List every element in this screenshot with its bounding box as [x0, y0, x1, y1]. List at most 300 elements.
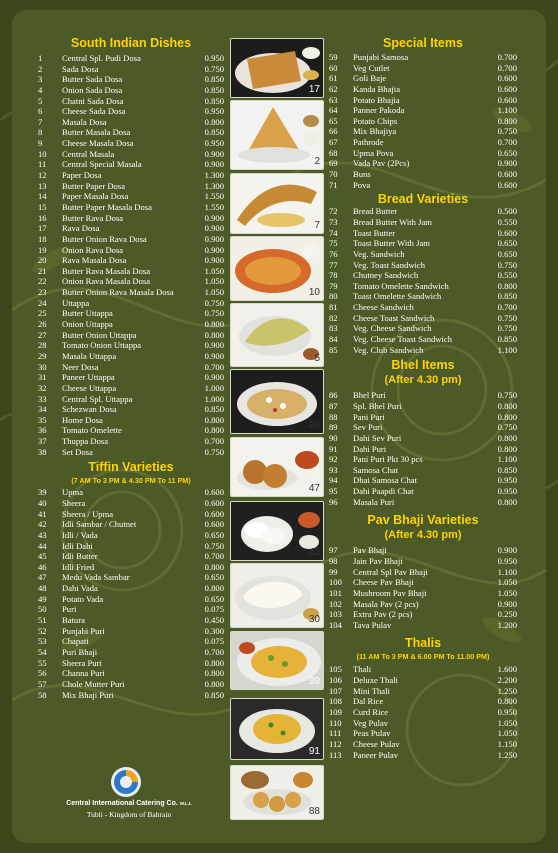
menu-item-row [329, 390, 517, 401]
item-number: 79 [329, 280, 338, 291]
food-photo-central-masala [230, 236, 324, 301]
item-name: Masala Uttappa [62, 350, 117, 361]
menu-item-row [38, 255, 224, 266]
menu-item-row [329, 444, 517, 455]
item-price: 0.950 [204, 53, 224, 63]
menu-item-row [329, 556, 517, 567]
item-price: 0.700 [204, 436, 224, 447]
item-number: 36 [38, 425, 47, 436]
item-price: 0.600 [204, 519, 224, 530]
item-number: 24 [38, 297, 47, 308]
item-name: Pathrode [353, 137, 384, 148]
item-name: Mix Bhaji Puri [62, 689, 114, 700]
item-number: 86 [329, 390, 338, 401]
item-price: 0.700 [497, 137, 517, 148]
item-price: 1.100 [497, 566, 517, 577]
menu-item-row [38, 372, 224, 383]
item-name: Bread Butter With Jam [353, 216, 432, 227]
item-number: 30 [38, 361, 47, 372]
item-name: Sada Dosa [62, 63, 99, 74]
item-price: 0.750 [204, 308, 224, 319]
item-name: Butter Masala Dosa [62, 127, 131, 138]
menu-item-row [329, 228, 517, 239]
item-name: Cheese Sandwich [353, 302, 414, 313]
food-photo-sada-dosa [230, 100, 324, 170]
menu-item-row [38, 298, 224, 309]
item-price: 0.550 [497, 270, 517, 281]
item-name: Upma Pova [353, 147, 394, 158]
item-price: 0.900 [204, 340, 224, 351]
item-name: Mushroom Pav Bhaji [353, 587, 427, 598]
south-indian-heading: South Indian Dishes [70, 36, 192, 50]
menu-item-row [38, 319, 224, 330]
item-price: 1.050 [204, 276, 224, 287]
photo-number: 88 [308, 806, 320, 817]
item-name: Veg Cutlet [353, 62, 390, 73]
item-name: Masala Dosa [62, 116, 107, 127]
item-price: 0.900 [204, 244, 224, 255]
item-number: 107 [329, 685, 342, 696]
item-number: 45 [38, 551, 47, 562]
item-price: 1.050 [204, 287, 224, 298]
item-price: 0.750 [204, 540, 224, 551]
item-name: Kanda Bhajia [353, 83, 401, 94]
item-name: Veg. Toast Sandwich [353, 259, 426, 270]
item-number: 112 [329, 738, 342, 749]
item-number: 84 [329, 334, 338, 345]
item-name: Chutney Sandwich [353, 270, 419, 281]
menu-item-row [38, 213, 224, 224]
item-name: Veg. Club Sandwich [353, 344, 424, 355]
item-number: 77 [329, 259, 338, 270]
item-name: Idli Sambar / Chutnet [62, 519, 137, 530]
item-price: 0.950 [497, 555, 517, 566]
menu-item-row [329, 675, 517, 686]
item-number: 78 [329, 270, 338, 281]
menu-item-row [329, 217, 517, 228]
item-number: 82 [329, 312, 338, 323]
menu-item-row [38, 509, 224, 520]
company-name [54, 800, 204, 807]
menu-item-row [38, 690, 224, 701]
item-price: 1.100 [497, 344, 517, 355]
tiffin-list [38, 487, 224, 700]
item-number: 20 [38, 255, 47, 266]
menu-item-row [38, 276, 224, 287]
menu-item-row [329, 545, 517, 556]
item-name: Punjabi Puri [62, 625, 105, 636]
menu-item-row [38, 202, 224, 213]
menu-item-row [329, 707, 517, 718]
menu-item-row [38, 415, 224, 426]
item-number: 106 [329, 675, 342, 686]
item-name: Onion Sada Dosa [62, 84, 123, 95]
item-name: Chapati [62, 636, 89, 647]
item-number: 74 [329, 227, 338, 238]
item-price: 0.700 [204, 361, 224, 372]
item-number: 40 [38, 497, 47, 508]
food-photo-neer-dosa [230, 563, 324, 628]
item-number: 7 [38, 116, 43, 127]
item-number: 37 [38, 436, 47, 447]
menu-item-row [38, 191, 224, 202]
pav-bhaji-hours: (After 4.30 pm) [384, 529, 462, 542]
item-price: 0.850 [204, 74, 224, 85]
menu-item-row [38, 308, 224, 319]
item-number: 25 [38, 308, 47, 319]
item-name: Mini Thali [353, 685, 390, 696]
item-number: 90 [329, 432, 338, 443]
south-indian-list [38, 53, 224, 457]
item-name: Masala Pav (2 pcs) [353, 598, 419, 609]
menu-item-row [38, 138, 224, 149]
item-name: Idli Fried [62, 561, 95, 572]
menu-item-row [329, 302, 517, 313]
item-number: 10 [38, 148, 47, 159]
item-number: 27 [38, 329, 47, 340]
item-number: 46 [38, 561, 47, 572]
item-price: 0.800 [497, 400, 517, 411]
menu-item-row [38, 181, 224, 192]
item-number: 76 [329, 248, 338, 259]
item-number: 38 [38, 446, 47, 457]
menu-item-row [329, 412, 517, 423]
item-name: Curd Rice [353, 707, 389, 718]
item-price: 1.300 [204, 180, 224, 191]
menu-item-row [38, 425, 224, 436]
item-name: Sheera [62, 497, 86, 508]
photo-number: 91 [308, 746, 320, 757]
item-price: 1.050 [497, 717, 517, 728]
item-name: Cheese Toast Sandwich [353, 312, 435, 323]
item-price: 0.800 [204, 657, 224, 668]
special-items-list [329, 52, 517, 190]
menu-item-row [38, 383, 224, 394]
item-price: 0.800 [204, 678, 224, 689]
item-number: 55 [38, 657, 47, 668]
item-name: Tava Pulav [353, 619, 392, 630]
item-price: 0.800 [497, 411, 517, 422]
menu-item-row [329, 137, 517, 148]
item-price: 0.600 [204, 508, 224, 519]
item-price: 0.250 [497, 609, 517, 620]
food-photo-masala-dosa [230, 173, 324, 234]
item-price: 1.000 [204, 382, 224, 393]
item-price: 0.750 [497, 126, 517, 137]
item-price: 0.900 [204, 212, 224, 223]
item-number: 93 [329, 464, 338, 475]
menu-item-row [329, 422, 517, 433]
item-name: Dahi Sev Puri [353, 432, 402, 443]
item-name: Set Dosa [62, 446, 93, 457]
item-number: 54 [38, 646, 47, 657]
item-price: 0.600 [497, 73, 517, 84]
menu-item-row [38, 287, 224, 298]
menu-item-row [329, 497, 517, 508]
item-number: 75 [329, 238, 338, 249]
photo-number: 47 [308, 483, 320, 494]
item-number: 58 [38, 689, 47, 700]
item-price: 0.850 [204, 84, 224, 95]
item-price: 1.300 [204, 170, 224, 181]
item-name: Sheera / Upma [62, 508, 114, 519]
item-price: 0.650 [204, 593, 224, 604]
menu-item-row [329, 739, 517, 750]
item-number: 22 [38, 276, 47, 287]
item-number: 56 [38, 668, 47, 679]
item-number: 28 [38, 340, 47, 351]
item-name: Paneer Uttappa [62, 372, 115, 383]
item-name: Butter Sada Dosa [62, 74, 123, 85]
item-price: 0.850 [204, 127, 224, 138]
item-name: Punjabi Samosa [353, 52, 409, 62]
menu-item-row [329, 475, 517, 486]
item-number: 14 [38, 191, 47, 202]
menu-item-row [38, 447, 224, 458]
menu-item-row [329, 63, 517, 74]
food-photo-masala-puri [230, 698, 324, 760]
item-number: 62 [329, 83, 338, 94]
item-number: 67 [329, 137, 338, 148]
item-number: 71 [329, 179, 338, 190]
item-number: 103 [329, 609, 342, 620]
item-price: 0.950 [497, 475, 517, 486]
item-price: 0.750 [204, 446, 224, 457]
item-name: Butter Onion Rava Dosa [62, 233, 147, 244]
item-price: 0.750 [204, 63, 224, 74]
item-name: Tomato Omelette [62, 425, 122, 436]
item-name: Dahi Vada [62, 583, 98, 594]
item-price: 0.800 [204, 583, 224, 594]
item-price: 0.850 [497, 464, 517, 475]
item-name: Butter Onion Uttappa [62, 329, 137, 340]
item-price: 0.450 [204, 615, 224, 626]
item-price: 0.850 [497, 291, 517, 302]
menu-item-row [38, 594, 224, 605]
item-name: Dhai Samosa Chat [353, 475, 417, 486]
item-name: Paper Dosa [62, 170, 102, 181]
item-name: Dal Rice [353, 696, 384, 707]
item-name: Puri Bhaji [62, 646, 98, 657]
left-column [38, 36, 224, 700]
menu-item-row [38, 679, 224, 690]
item-name: Chatni Sada Dosa [62, 95, 124, 106]
item-number: 60 [329, 62, 338, 73]
right-column [329, 36, 517, 760]
food-photo-idli-sambar [230, 501, 324, 561]
item-name: Onion Rava Masala Dosa [62, 276, 151, 287]
item-name: Butter Onion Rava Masala Dosa [62, 287, 174, 298]
menu-item-row [329, 345, 517, 356]
company-location: Tubli - Kingdom of Bahrain [86, 810, 172, 819]
item-number: 101 [329, 587, 342, 598]
item-name: Panner Pakoda [353, 105, 405, 116]
menu-item-row [329, 249, 517, 260]
item-price: 0.900 [204, 148, 224, 159]
photo-number: 5 [314, 353, 320, 364]
item-name: Dahi Paapdi Chat [353, 486, 414, 497]
item-number: 61 [329, 73, 338, 84]
item-price: 0.800 [204, 425, 224, 436]
item-name: Batura [62, 615, 85, 626]
menu-item-row [329, 84, 517, 95]
item-name: Buns [353, 169, 371, 180]
menu-item-row [329, 465, 517, 476]
menu-item-row [38, 117, 224, 128]
item-price: 0.650 [204, 529, 224, 540]
company-logo [110, 766, 142, 798]
item-number: 64 [329, 105, 338, 116]
item-price: 0.900 [204, 255, 224, 266]
item-name: Dahi Puri [353, 443, 387, 454]
food-photo-onion-sada-dosa [230, 303, 324, 367]
menu-item-row [329, 238, 517, 249]
item-price: 0.700 [204, 646, 224, 657]
item-name: Onion Rava Dosa [62, 244, 124, 255]
bhel-list [329, 390, 517, 507]
item-name: Samosa Chat [353, 464, 399, 475]
menu-item-row [38, 159, 224, 170]
item-price: 0.900 [204, 350, 224, 361]
menu-item-row [329, 718, 517, 729]
item-name: Potato Chips [353, 115, 398, 126]
item-number: 69 [329, 158, 338, 169]
item-number: 63 [329, 94, 338, 105]
item-name: Cheese Pulav [353, 738, 400, 749]
item-price: 1.150 [497, 738, 517, 749]
photo-number: 2 [314, 156, 320, 167]
photo-number: 89 [308, 676, 320, 687]
item-name: Schezwan Dosa [62, 404, 117, 415]
item-price: 0.300 [204, 625, 224, 636]
item-price: 0.600 [497, 83, 517, 94]
item-number: 99 [329, 566, 338, 577]
item-number: 5 [38, 95, 43, 106]
item-number: 96 [329, 496, 338, 507]
menu-item-row [38, 572, 224, 583]
item-name: Toast Butter [353, 227, 396, 238]
item-price: 0.700 [204, 551, 224, 562]
menu-item-row [38, 541, 224, 552]
item-price: 0.600 [497, 169, 517, 180]
menu-item-row [38, 636, 224, 647]
menu-item-row [38, 604, 224, 615]
item-number: 72 [329, 206, 338, 217]
item-number: 70 [329, 169, 338, 180]
item-price: 0.600 [497, 227, 517, 238]
item-name: Cheese Masala Dosa [62, 138, 134, 149]
menu-item-row [38, 106, 224, 117]
menu-item-row [329, 180, 517, 191]
item-name: Sheera Puri [62, 657, 102, 668]
menu-item-row [329, 486, 517, 497]
item-name: Channa Puri [62, 668, 105, 679]
item-number: 21 [38, 265, 47, 276]
item-price: 0.800 [497, 696, 517, 707]
menu-item-row [38, 74, 224, 85]
item-price: 0.900 [204, 372, 224, 383]
menu-item-row [329, 148, 517, 159]
item-price: 0.550 [497, 216, 517, 227]
item-price: 0.800 [497, 432, 517, 443]
food-photo-medu-vada [230, 437, 324, 497]
item-price: 0.075 [204, 636, 224, 647]
menu-item-row [38, 266, 224, 277]
menu-item-row [38, 170, 224, 181]
item-name: Onion Uttappa [62, 319, 113, 330]
item-name: Thuppa Dosa [62, 436, 109, 447]
thalis-list [329, 664, 517, 760]
item-price: 0.750 [497, 259, 517, 270]
item-price: 0.900 [497, 158, 517, 169]
item-name: Masala Puri [353, 496, 395, 507]
item-number: 92 [329, 454, 338, 465]
item-price: 1.100 [497, 105, 517, 116]
thalis-hours: (11 AM To 3 PM & 6.00 PM To 11.00 PM) [356, 652, 490, 662]
item-number: 16 [38, 212, 47, 223]
item-name: Tomato Omelette Sandwich [353, 280, 449, 291]
menu-item-row [38, 234, 224, 245]
menu-item-row [38, 149, 224, 160]
menu-item-row [329, 313, 517, 324]
menu-item-row [38, 245, 224, 256]
item-price: 0.900 [204, 223, 224, 234]
item-number: 53 [38, 636, 47, 647]
item-price: 0.075 [204, 604, 224, 615]
item-number: 42 [38, 519, 47, 530]
item-name: Central Spl. Uttappa [62, 393, 133, 404]
item-price: 0.800 [204, 668, 224, 679]
item-name: Butter Rava Dosa [62, 212, 124, 223]
item-price: 0.800 [497, 496, 517, 507]
item-price: 2.200 [497, 675, 517, 686]
item-name: Uttappa [62, 297, 90, 308]
item-price: 0.700 [497, 52, 517, 62]
item-price: 1.050 [497, 587, 517, 598]
item-price: 1.250 [497, 685, 517, 696]
company-suffix: W.L.L [179, 801, 192, 806]
item-name: Rava Dosa [62, 223, 100, 234]
item-price: 0.800 [204, 319, 224, 330]
item-name: Idli / Vada [62, 529, 98, 540]
menu-item-row [329, 620, 517, 631]
item-number: 87 [329, 400, 338, 411]
item-number: 65 [329, 115, 338, 126]
item-number: 85 [329, 344, 338, 355]
item-number: 6 [38, 106, 43, 117]
item-price: 1.100 [497, 454, 517, 465]
tiffin-heading: Tiffin Varieties [88, 460, 174, 475]
item-number: 18 [38, 233, 47, 244]
item-name: Rava Masala Dosa [62, 255, 127, 266]
menu-item-row [38, 404, 224, 415]
item-number: 13 [38, 180, 47, 191]
menu-item-row [38, 127, 224, 138]
menu-item-row [329, 588, 517, 599]
menu-item-row [329, 567, 517, 578]
item-number: 110 [329, 717, 342, 728]
item-price: 0.600 [497, 179, 517, 190]
menu-item-row [38, 351, 224, 362]
photo-number: 26 [308, 420, 320, 431]
menu-item-row [329, 454, 517, 465]
item-number: 17 [38, 223, 47, 234]
item-price: 0.750 [497, 312, 517, 323]
item-name: Bhel Puri [353, 390, 386, 401]
item-name: Extra Pav (2 pcs) [353, 609, 413, 620]
item-number: 29 [38, 350, 47, 361]
menu-item-row [329, 95, 517, 106]
